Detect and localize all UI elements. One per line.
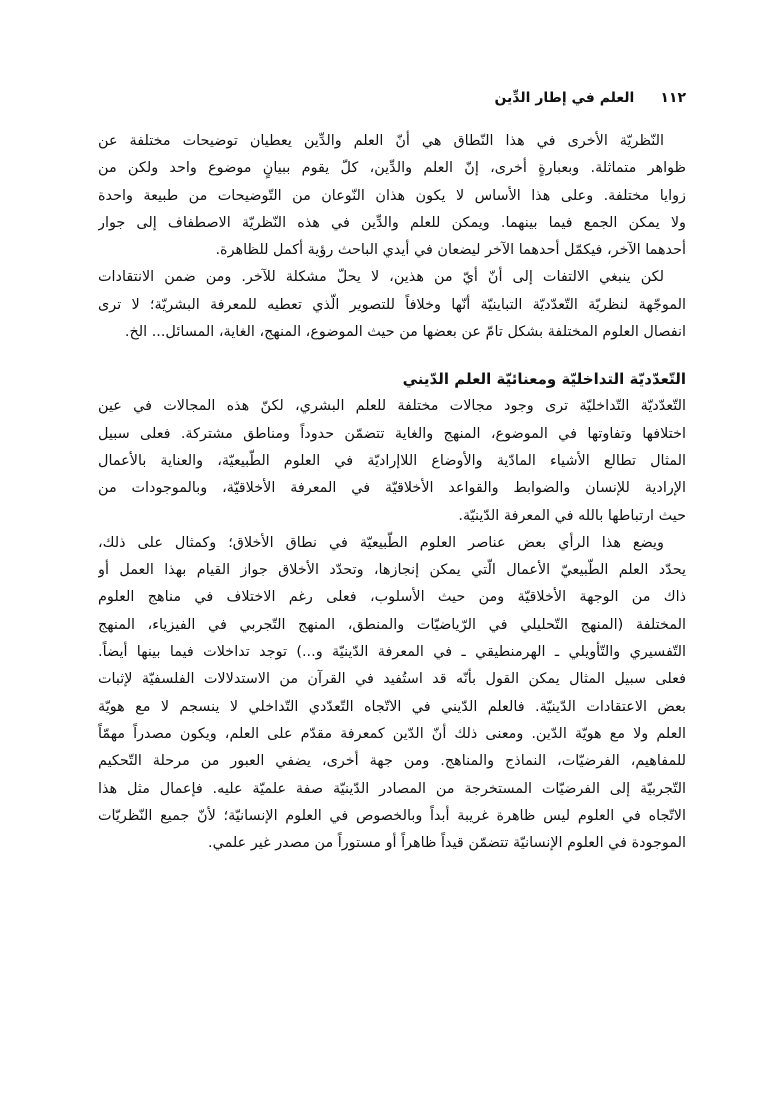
text-line: للمفاهيم، الفرضيّات، النماذج والمناهج. ومن جهة أخرى، يضفي العبور من مرحلة التّحكيم bbox=[98, 753, 686, 770]
text-line: حيث ارتباطها بالله في المعرفة الدّينيّة. bbox=[458, 507, 686, 524]
text-line: الإرادية للإنسان والضوابط والقواعد الأخلاقيّة في المعرفة الأخلاقيّة، وبالموجودات من bbox=[98, 480, 686, 497]
text-line: لكن ينبغي الالتفات إلى أنّ أيّ من هذين، لا يحلّ مشكلة للآخر. ومن ضمن الانتقادات bbox=[98, 269, 664, 286]
text-line: ظواهر متماثلة. وبعبارةٍ أخرى، إنّ العلم والدِّين، كلّ يقوم ببيانٍ موضوع واحد ولكن من bbox=[98, 160, 686, 177]
text-line: ذاك من الوجهة الأخلاقيّة ومن حيث الأسلوب، فعلى رغم الاختلاف في مناهج العلوم bbox=[98, 589, 686, 606]
page-number: ١١٢ bbox=[660, 90, 686, 106]
text-line: ولا يمكن الجمع فيما بينهما. ويمكن للعلم والدِّين في هذه النّظريّة الاصطفاف إلى جوار bbox=[98, 214, 686, 231]
paragraph bbox=[98, 128, 686, 264]
text-line: النّظريّة الأخرى في هذا النّطاق هي أنّ العلم والدِّين يعطيان توضيحات مختلفة عن bbox=[98, 133, 664, 149]
text-line: يحدّد العلم الطّبيعيّ الأعمال الّتي يمكن إنجازها، وتحدّد الأخلاق جواز القيام بهذا العمل أو bbox=[98, 562, 686, 579]
paragraph bbox=[98, 264, 686, 346]
text-line: الاتّجاه في العلوم ليس ظاهرة غريبة أبداً وبالخصوص في العلوم الإنسانيّة؛ لأنّ جميع النّظريّات bbox=[98, 807, 686, 824]
text-line: الموجّهة لنظريّة التّعدّديّة التباينيّة أنّها وخلافاً للتصوير الّذي تعطيه للمعرفة البشريّة؛ لا ترى bbox=[98, 296, 686, 313]
text-line: بعض الاعتقادات الدّينيّة. فالعلم الدّيني في الاتّجاه التّعدّدي التّداخلي لا ينسجم لا مع هويّة bbox=[98, 698, 686, 715]
text-line: التّعدّديّة التّداخليّة ترى وجود مجالات مختلفة للعلم البشري، لكنّ هذه المجالات في عين bbox=[98, 398, 686, 415]
text-line: العلم ولا مع هويّة الدّين. ومعنى ذلك أنّ الدّين كمعرفة مقدّم على العلم، ويكون مصدراً مهمّاً bbox=[98, 725, 686, 742]
book-title: العلم في إطار الدِّين bbox=[494, 90, 635, 106]
text-line: التّفسيري والتّأويلي ـ الهرمنطيقي ـ في المعرفة الدّينيّة و...) توجد تداخلات فيما بينها أيضاً. bbox=[98, 644, 686, 661]
running-head bbox=[98, 86, 686, 110]
text-line: الموجودة في العلوم الإنسانيّة تتضمّن قيداً ظاهراً أو مستوراً من مصدر غير علمي. bbox=[208, 835, 686, 852]
text-line: زوايا مختلفة. وعلى هذا الأساس لا يكون هذان النّوعان من التّوضيحات من طبيعة واحدة bbox=[98, 187, 686, 204]
paragraph bbox=[98, 530, 686, 858]
text-line: المختلفة (المنهج التّحليلي في الرّياضيّات والمنطق، المنهج التّجربي في الفيزياء، المنهج bbox=[98, 616, 686, 633]
paragraph bbox=[98, 393, 686, 529]
text-line: فعلى سبيل المثال يمكن القول بأنّه قد استُفيد في القرآن من الاستدلالات الفلسفيّة لإثبات bbox=[98, 671, 686, 688]
text-line: انفصال العلوم المختلفة بشكل تامّ عن بعضها من حيث الموضوع، المنهج، الغاية، المسائل... الخ. bbox=[124, 324, 686, 341]
body-text bbox=[98, 128, 686, 857]
text-line: أحدهما الآخر، فيكمّل أحدهما الآخر ليضعان في أيدي الباحث رؤية أكمل للظاهرة. bbox=[215, 242, 686, 259]
book-page bbox=[98, 0, 686, 1099]
text-line: المثال تطالع الأشياء المادّية والأوضاع اللاإراديّة في العلوم الطّبيعيّة، والعناية بالأعمال bbox=[98, 452, 686, 469]
section-heading: التّعدّديّة التداخليّة ومعنائيّة العلم الدّيني bbox=[402, 370, 686, 389]
text-line: التّجربيّة إلى الفرضيّات المستخرجة من المصادر الدّينيّة صفة علميّة عليه. فإعمال مثل هذا bbox=[98, 780, 686, 797]
text-line: ويضع هذا الرأي بعض عناصر العلوم الطّبيعيّة في نطاق الأخلاق؛ وكمثال على ذلك، bbox=[98, 534, 664, 551]
text-line: اختلافها وتفاوتها في الموضوع، المنهج والغاية تتضمّن حدوداً ومناطق مشتركة. فعلى سبيل bbox=[98, 425, 686, 442]
